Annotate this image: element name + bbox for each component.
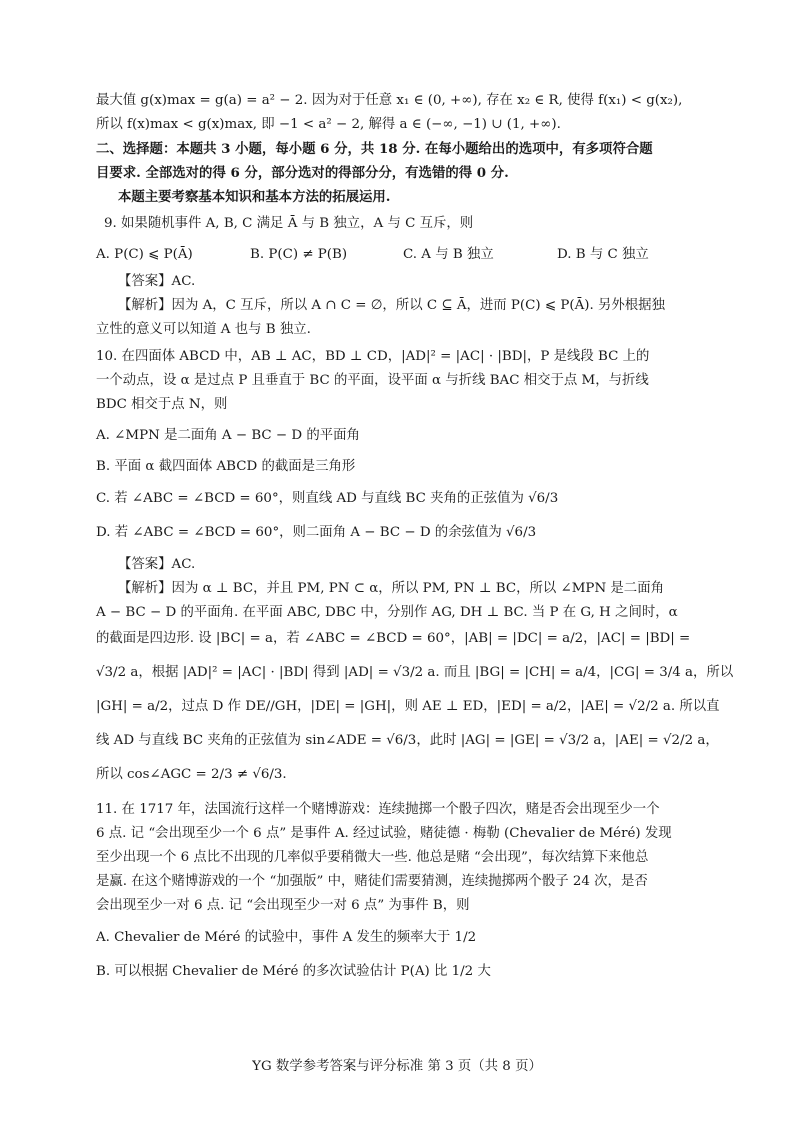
explanation: 立性的意义可以知道 A 也与 B 独立. [96, 322, 311, 337]
explanation: 【解析】因为 α ⊥ BC，并且 PM, PN ⊂ α，所以 PM, PN ⊥ BC，所以 ∠MPN 是二面角 [118, 581, 664, 596]
explanation: |GH| = a/2，过点 D 作 DE//GH，|DE| = |GH|，则 AE ⊥ ED，|ED| = a/2，|AE| = √2/2 a. 所以直 [96, 699, 720, 714]
question-10-text: BDC 相交于点 N，则 [96, 397, 228, 412]
explanation: 【解析】因为 A，C 互斥，所以 A ∩ C = ∅，所以 C ⊆ Ā，进而 P(C) ⩽ P(Ā). 另外根据独 [118, 298, 665, 313]
question-11-text: 至少出现一个 6 点比不出现的几率似乎要稍微大一些. 他总是赌 “会出现”，每次结算下来他总 [96, 850, 649, 865]
section-note: 本题主要考察基本知识和基本方法的拓展运用. [118, 189, 391, 205]
answer: 【答案】AC. [118, 274, 196, 289]
option-b: B. P(C) ≠ P(B) [250, 247, 348, 262]
question-10-text: 一个动点，设 α 是过点 P 且垂直于 BC 的平面，设平面 α 与折线 BAC 相交于点 M，与折线 [96, 373, 649, 388]
answer: 【答案】AC. [118, 557, 196, 572]
question-10: 10. 在四面体 ABCD 中，AB ⊥ AC，BD ⊥ CD，|AD|² = |AC| · |BD|，P 是线段 BC 上的 [96, 349, 650, 364]
page-footer: YG 数学参考答案与评分标准 第 3 页（共 8 页） [252, 1059, 542, 1074]
option-c: C. A 与 B 独立 [403, 247, 494, 262]
question-9-options [96, 246, 700, 264]
option-a: A. ∠MPN 是二面角 A − BC − D 的平面角 [96, 428, 360, 443]
question-9: 9. 如果随机事件 A, B, C 满足 Ā 与 B 独立，A 与 C 互斥，则 [104, 216, 474, 231]
option-b: B. 平面 α 截四面体 ABCD 的截面是三角形 [96, 459, 356, 474]
option-a: A. P(C) ⩽ P(Ā) [96, 247, 193, 262]
page-content [96, 92, 734, 989]
option-a: A. Chevalier de Méré 的试验中，事件 A 发生的频率大于 1/2 [96, 930, 477, 945]
option-d: D. 若 ∠ABC = ∠BCD = 60°，则二面角 A − BC − D 的余弦值为 √6/3 [96, 525, 537, 540]
explanation: 所以 cos∠AGC = 2/3 ≠ √6/3. [96, 767, 287, 782]
explanation: 的截面是四边形. 设 |BC| = a，若 ∠ABC = ∠BCD = 60°，|AB| = |DC| = a/2，|AC| = |BD| = [96, 631, 691, 646]
option-c: C. 若 ∠ABC = ∠BCD = 60°，则直线 AD 与直线 BC 夹角的正弦值为 √6/3 [96, 491, 559, 506]
explanation: 线 AD 与直线 BC 夹角的正弦值为 sin∠ADE = √6/3，此时 |AG| = |GE| = √3/2 a，|AE| = √2/2 a， [96, 733, 719, 748]
option-d: D. B 与 C 独立 [557, 247, 649, 262]
question-11-text: 是赢. 在这个赌博游戏的一个 “加强版” 中，赌徒们需要猜测，连续抛掷两个骰子 24 次，是否 [96, 874, 648, 889]
question-11-text: 6 点. 记 “会出现至少一个 6 点” 是事件 A. 经过试验，赌徒德 · 梅勒 (Chevalier de Méré) 发现 [96, 826, 672, 841]
explanation: A − BC − D 的平面角. 在平面 ABC, DBC 中，分别作 AG, DH ⊥ BC. 当 P 在 G, H 之间时，α [96, 605, 678, 620]
section-heading: 二、选择题：本题共 3 小题，每小题 6 分，共 18 分. 在每小题给出的选项中，有多项符合题 [96, 141, 653, 157]
question-11-text: 会出现至少一对 6 点. 记 “会出现至少一对 6 点” 为事件 B，则 [96, 898, 470, 913]
text-line: 最大值 g(x)max = g(a) = a² − 2. 因为对于任意 x₁ ∈ (0, +∞), 存在 x₂ ∈ R, 使得 f(x₁) < g(x₂), [96, 93, 683, 108]
explanation: √3/2 a，根据 |AD|² = |AC| · |BD| 得到 |AD| = √3/2 a. 而且 |BG| = |CH| = a/4，|CG| = 3/4 a，所以 [96, 665, 734, 680]
option-b: B. 可以根据 Chevalier de Méré 的多次试验估计 P(A) 比 1/2 大 [96, 964, 491, 979]
question-11: 11. 在 1717 年，法国流行这样一个赌博游戏：连续抛掷一个骰子四次，赌是否会出现至少一个 [96, 802, 660, 817]
text-line: 所以 f(x)max < g(x)max, 即 −1 < a² − 2, 解得 a ∈ (−∞, −1) ∪ (1, +∞). [96, 117, 561, 132]
section-heading: 目要求. 全部选对的得 6 分，部分选对的得部分分，有选错的得 0 分. [96, 165, 509, 181]
